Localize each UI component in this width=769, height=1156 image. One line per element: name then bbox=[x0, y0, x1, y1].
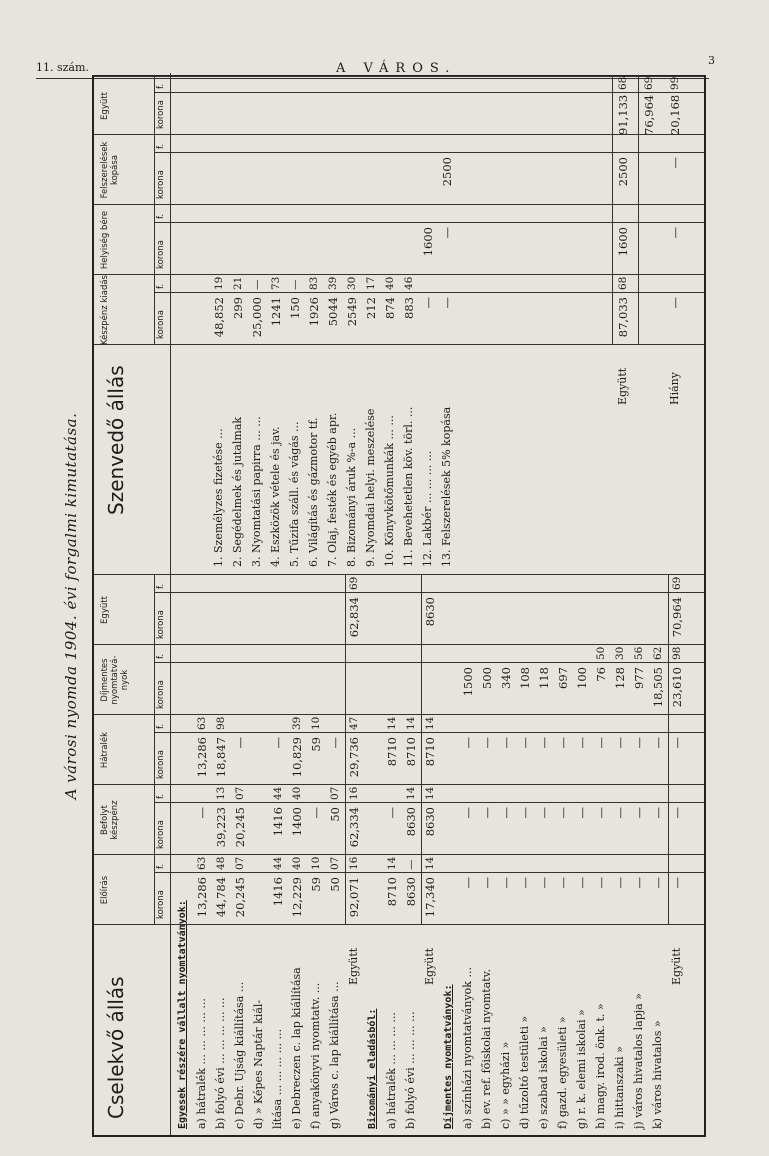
right-column-header: Felszerelések kopása bbox=[100, 141, 120, 199]
hatralek-cell-korona: — bbox=[537, 737, 551, 749]
keszpenz-cell-korona: 1926 bbox=[307, 297, 321, 327]
befolyt-cell-korona: 39,223 bbox=[214, 807, 228, 848]
hatralek-cell-korona: — bbox=[632, 737, 646, 749]
table-row bbox=[343, 73, 361, 1135]
keszpenz-cell-filler: 73 bbox=[270, 276, 282, 290]
egyutt-total-filler: 99 bbox=[669, 76, 681, 90]
egyutt-total-korona: 76,964 bbox=[642, 94, 656, 135]
dijmentes-cell-filler: 56 bbox=[633, 646, 645, 660]
row-label: h) magy. irod. önk. t. » bbox=[594, 1003, 607, 1129]
befolyt-cell-korona: — bbox=[537, 807, 551, 819]
eloiras-cell-korona: 17,340 bbox=[423, 877, 437, 918]
left-unit-korona: korona bbox=[156, 750, 166, 779]
eloiras-cell-korona: — bbox=[480, 877, 494, 889]
hatralek-cell-korona: — bbox=[461, 737, 475, 749]
befolyt-cell-filler: 07 bbox=[234, 786, 246, 800]
row-label: d) » Képes Naptár kiál- bbox=[252, 999, 265, 1129]
hatralek-cell-korona: — bbox=[651, 737, 665, 749]
keszpenz-cell-filler: 30 bbox=[346, 276, 358, 290]
keszpenz-cell-filler: — bbox=[251, 279, 263, 290]
row-label: 6. Világítás és gázmotor tf. bbox=[307, 417, 320, 567]
eloiras-cell-korona: 44,784 bbox=[214, 877, 228, 918]
eloiras-cell-korona: 12,229 bbox=[290, 877, 304, 918]
eloiras-cell-korona: — bbox=[556, 877, 570, 889]
befolyt-cell-filler: 16 bbox=[348, 786, 360, 800]
hatralek-cell-korona: — bbox=[670, 737, 684, 749]
table-row bbox=[324, 73, 342, 1135]
table-row bbox=[535, 73, 553, 1135]
row-label: 11. Bevehetetlen köv. törl. ... bbox=[402, 406, 415, 567]
row-label: 2. Segédelmek és jutalmak bbox=[231, 416, 244, 567]
dijmentes-cell-filler: 98 bbox=[671, 646, 683, 660]
hatralek-cell-korona: — bbox=[499, 737, 513, 749]
helyiseg-total-korona: — bbox=[668, 227, 682, 239]
befolyt-cell-korona: — bbox=[613, 807, 627, 819]
row-label: 7. Olaj, festék és egyéb apr. bbox=[326, 412, 339, 567]
eloiras-cell-korona: — bbox=[632, 877, 646, 889]
eloiras-cell-filler: 44 bbox=[272, 856, 284, 870]
hatralek-cell-korona: 10,829 bbox=[290, 737, 304, 778]
row-label: j) város hivatalos lapja » bbox=[632, 993, 645, 1129]
befolyt-cell-korona: — bbox=[385, 807, 399, 819]
row-label: 10. Könyvkötőmunkák ... ... bbox=[383, 415, 396, 567]
befolyt-cell-korona: — bbox=[309, 807, 323, 819]
right-column-header: Együtt bbox=[100, 92, 110, 120]
befolyt-cell-korona: — bbox=[480, 807, 494, 819]
egyutt-cell-korona: 8630 bbox=[423, 597, 437, 627]
eloiras-cell-filler: 16 bbox=[348, 856, 360, 870]
dijmentes-cell-korona: 1500 bbox=[461, 667, 475, 697]
keszpenz-cell-filler: 21 bbox=[232, 276, 244, 290]
befolyt-cell-korona: — bbox=[594, 807, 608, 819]
eloiras-cell-filler: 48 bbox=[215, 856, 227, 870]
befolyt-cell-korona: — bbox=[499, 807, 513, 819]
eloiras-cell-korona: 8710 bbox=[385, 877, 399, 907]
eloiras-cell-korona: 8630 bbox=[404, 877, 418, 907]
eloiras-cell-korona: 59 bbox=[309, 877, 323, 892]
befolyt-cell-korona: — bbox=[632, 807, 646, 819]
eloiras-cell-korona: — bbox=[651, 877, 665, 889]
hatralek-cell-korona: 8710 bbox=[385, 737, 399, 767]
befolyt-cell-korona: — bbox=[575, 807, 589, 819]
row-label: e) szabad iskolai » bbox=[537, 1026, 550, 1129]
hatralek-cell-filler: 39 bbox=[291, 716, 303, 730]
hatralek-cell-korona: — bbox=[233, 737, 247, 749]
keszpenz-cell-korona: 212 bbox=[364, 297, 378, 319]
row-label: lítása ... ... ... ... ... bbox=[271, 1028, 284, 1129]
eloiras-cell-korona: — bbox=[499, 877, 513, 889]
right-unit-filler: f. bbox=[156, 143, 166, 149]
right-section-title: Szenvedő állás bbox=[104, 365, 128, 515]
befolyt-cell-korona: — bbox=[195, 807, 209, 819]
table-row bbox=[478, 73, 496, 1135]
helyiseg-cell-korona: 1600 bbox=[421, 227, 435, 257]
dijmentes-cell-filler: 50 bbox=[595, 646, 607, 660]
befolyt-cell-filler: 13 bbox=[215, 786, 227, 800]
keszpenz-cell-korona: 874 bbox=[383, 297, 397, 319]
dijmentes-cell-korona: 76 bbox=[594, 667, 608, 682]
page-number: 3 bbox=[708, 54, 715, 67]
hatralek-cell-korona: 8710 bbox=[404, 737, 418, 767]
hatralek-cell-filler: 47 bbox=[348, 716, 360, 730]
dijmentes-cell-korona: 118 bbox=[537, 667, 551, 689]
eloiras-cell-filler: — bbox=[405, 859, 417, 870]
kopas-total-korona: — bbox=[668, 157, 682, 169]
hatralek-cell-filler: 98 bbox=[215, 716, 227, 730]
total-row bbox=[640, 73, 658, 1135]
eloiras-cell-korona: 13,286 bbox=[195, 877, 209, 918]
header-bottom-rule bbox=[170, 73, 171, 1135]
egyutt-cell-korona: 70,964 bbox=[670, 597, 684, 638]
table-row bbox=[438, 73, 456, 1135]
egyutt-total-korona: 20,168 bbox=[668, 94, 682, 135]
table-row bbox=[400, 73, 418, 1135]
eloiras-cell-filler: 40 bbox=[291, 856, 303, 870]
table-row bbox=[248, 73, 266, 1135]
table-row bbox=[497, 73, 515, 1135]
row-label: f) gazd. egyesületi » bbox=[556, 1016, 569, 1129]
newspaper-title: A VÁROS. bbox=[336, 61, 457, 76]
hatralek-cell-korona: — bbox=[575, 737, 589, 749]
group-heading: Díjmentes nyomtatványok: bbox=[443, 984, 454, 1129]
befolyt-cell-korona: 8630 bbox=[404, 807, 418, 837]
row-label: i) hittanszaki » bbox=[613, 1046, 626, 1129]
eloiras-cell-filler: 14 bbox=[424, 856, 436, 870]
row-label: 12. Lakbér ... ... ... ... bbox=[421, 450, 434, 567]
difference-rule bbox=[638, 75, 639, 345]
dijmentes-cell-filler: 30 bbox=[614, 646, 626, 660]
left-unit-filler: f. bbox=[156, 583, 166, 589]
row-label: a) hátralék ... ... ... ... ... bbox=[195, 998, 208, 1129]
left-unit-filler: f. bbox=[156, 793, 166, 799]
row-label: 5. Tűzifa száll. és vágás ... bbox=[288, 421, 301, 567]
dijmentes-cell-korona: 100 bbox=[575, 667, 589, 689]
dijmentes-cell-korona: 128 bbox=[613, 667, 627, 689]
right-column-header: Készpénz kiadás bbox=[100, 275, 110, 345]
table-row bbox=[286, 73, 304, 1135]
dijmentes-cell-korona: 23,610 bbox=[670, 667, 684, 708]
egyutt-total-filler: 68 bbox=[617, 76, 629, 90]
eloiras-cell-filler: 07 bbox=[234, 856, 246, 870]
keszpenz-cell-filler: 17 bbox=[365, 276, 377, 290]
left-unit-korona: korona bbox=[156, 820, 166, 849]
befolyt-cell-filler: 44 bbox=[272, 786, 284, 800]
hatralek-cell-korona: 18,847 bbox=[214, 737, 228, 778]
befolyt-cell-korona: 8630 bbox=[423, 807, 437, 837]
table-row bbox=[419, 73, 437, 1135]
table-row bbox=[267, 73, 285, 1135]
keszpenz-cell-filler: 83 bbox=[308, 276, 320, 290]
hatralek-cell-korona: — bbox=[594, 737, 608, 749]
table-row bbox=[459, 73, 477, 1135]
row-label: Együtt bbox=[347, 947, 360, 985]
keszpenz-cell-filler: 39 bbox=[327, 276, 339, 290]
row-label: 9. Nyomdai helyi. meszelése bbox=[364, 408, 377, 567]
hatralek-cell-korona: — bbox=[271, 737, 285, 749]
keszpenz-cell-korona: 48,852 bbox=[212, 297, 226, 338]
eloiras-cell-korona: — bbox=[518, 877, 532, 889]
befolyt-cell-korona: — bbox=[556, 807, 570, 819]
right-unit-korona: korona bbox=[156, 100, 166, 129]
left-unit-filler: f. bbox=[156, 723, 166, 729]
row-label: a) színházi nyomtatványok ... bbox=[461, 967, 474, 1129]
row-label: a) hátralék ... ... ... ... bbox=[385, 1012, 398, 1129]
egyutt-total-korona: 91,133 bbox=[616, 94, 630, 135]
eloiras-cell-korona: — bbox=[594, 877, 608, 889]
egyutt-cell-filler: 69 bbox=[348, 576, 360, 590]
eloiras-cell-korona: 1416 bbox=[271, 877, 285, 907]
hatralek-cell-korona: — bbox=[518, 737, 532, 749]
befolyt-cell-korona: 1400 bbox=[290, 807, 304, 837]
total-row bbox=[666, 73, 684, 1135]
eloiras-cell-filler: 14 bbox=[386, 856, 398, 870]
keszpenz-cell-korona: — bbox=[421, 297, 435, 309]
table-row bbox=[305, 73, 323, 1135]
befolyt-cell-korona: — bbox=[651, 807, 665, 819]
hatralek-cell-korona: — bbox=[328, 737, 342, 749]
total-label: Együtt bbox=[616, 367, 629, 405]
helyiseg-cell-korona: — bbox=[440, 227, 454, 239]
kopas-cell-korona: 2500 bbox=[440, 157, 454, 187]
dijmentes-cell-korona: 340 bbox=[499, 667, 513, 689]
befolyt-cell-korona: — bbox=[461, 807, 475, 819]
keszpenz-cell-korona: 150 bbox=[288, 297, 302, 319]
right-unit-filler: f. bbox=[156, 283, 166, 289]
left-unit-filler: f. bbox=[156, 653, 166, 659]
hatralek-cell-filler: 10 bbox=[310, 716, 322, 730]
row-label: 4. Eszközök vétele és jav. bbox=[269, 426, 282, 567]
keszpenz-cell-filler: 19 bbox=[213, 276, 225, 290]
eloiras-cell-filler: 63 bbox=[196, 856, 208, 870]
eloiras-cell-korona: — bbox=[461, 877, 475, 889]
eloiras-cell-korona: 92,071 bbox=[347, 877, 361, 918]
table-row bbox=[573, 73, 591, 1135]
table-row bbox=[381, 73, 399, 1135]
row-label: b) folyó évi ... ... ... ... bbox=[404, 1011, 417, 1129]
right-unit-korona: korona bbox=[156, 170, 166, 199]
row-label: c) » » egyházi » bbox=[499, 1041, 512, 1129]
keszpenz-cell-korona: 5044 bbox=[326, 297, 340, 327]
eloiras-cell-korona: — bbox=[670, 877, 684, 889]
left-column-header: Együtt bbox=[100, 596, 110, 624]
keszpenz-total-korona: 87,033 bbox=[616, 297, 630, 338]
egyutt-cell-filler: 69 bbox=[671, 576, 683, 590]
table-row bbox=[229, 73, 247, 1135]
dijmentes-cell-korona: 977 bbox=[632, 667, 646, 689]
egyutt-cell-korona: 62,834 bbox=[347, 597, 361, 638]
row-label: d) tűzoltó testületi » bbox=[518, 1015, 531, 1129]
hatralek-cell-korona: — bbox=[480, 737, 494, 749]
keszpenz-cell-filler: 46 bbox=[403, 276, 415, 290]
dijmentes-cell-korona: 500 bbox=[480, 667, 494, 689]
table-row bbox=[516, 73, 534, 1135]
row-label: Együtt bbox=[423, 947, 436, 985]
befolyt-cell-korona: 20,245 bbox=[233, 807, 247, 848]
keszpenz-cell-korona: 299 bbox=[231, 297, 245, 319]
hatralek-cell-korona: — bbox=[556, 737, 570, 749]
befolyt-cell-filler: 40 bbox=[291, 786, 303, 800]
left-unit-korona: korona bbox=[156, 890, 166, 919]
left-unit-korona: korona bbox=[156, 610, 166, 639]
row-label: g) r. k. elemi iskolai » bbox=[575, 1009, 588, 1129]
eloiras-cell-korona: — bbox=[537, 877, 551, 889]
table-title: A városi nyomda 1904. évi forgalmi kimutatása. bbox=[62, 412, 80, 800]
befolyt-cell-korona: — bbox=[670, 807, 684, 819]
left-unit-filler: f. bbox=[156, 863, 166, 869]
befolyt-cell-filler: 14 bbox=[424, 786, 436, 800]
eloiras-cell-korona: — bbox=[575, 877, 589, 889]
left-column-header: Hátralék bbox=[100, 731, 110, 769]
left-unit-korona: korona bbox=[156, 680, 166, 709]
hatralek-cell-korona: 13,286 bbox=[195, 737, 209, 778]
row-label: 3. Nyomtatási papirra ... ... bbox=[250, 416, 263, 567]
row-label: 1. Személyzes fizetése ... bbox=[212, 428, 225, 567]
right-unit-korona: korona bbox=[156, 240, 166, 269]
befolyt-cell-korona: 62,334 bbox=[347, 807, 361, 848]
keszpenz-cell-korona: — bbox=[440, 297, 454, 309]
row-label: f) anyakönyvi nyomtatv. ... bbox=[309, 982, 322, 1129]
right-unit-korona: korona bbox=[156, 310, 166, 339]
group-heading: Bizományi eladásból: bbox=[367, 1008, 378, 1129]
hatralek-cell-korona: 8710 bbox=[423, 737, 437, 767]
row-label: g) Város c. lap kiállítása ... bbox=[328, 981, 341, 1129]
dijmentes-cell-korona: 18,505 bbox=[651, 667, 665, 708]
keszpenz-cell-korona: 1241 bbox=[269, 297, 283, 327]
hatralek-cell-filler: 14 bbox=[405, 716, 417, 730]
left-column-header: Előírás bbox=[100, 875, 110, 905]
table-row bbox=[193, 73, 211, 1135]
egyutt-total-filler: 69 bbox=[643, 76, 655, 90]
dijmentes-cell-korona: 108 bbox=[518, 667, 532, 689]
keszpenz-cell-filler: 40 bbox=[384, 276, 396, 290]
right-column-header: Helyiség bére bbox=[100, 210, 110, 270]
header-rule bbox=[154, 75, 155, 345]
total-label: Hiány bbox=[668, 372, 681, 405]
table-row bbox=[592, 73, 610, 1135]
hatralek-cell-korona: — bbox=[613, 737, 627, 749]
eloiras-cell-filler: 07 bbox=[329, 856, 341, 870]
eloiras-cell-filler: 10 bbox=[310, 856, 322, 870]
left-column-header: Díjmentes nyomtatvá- nyok bbox=[100, 655, 130, 705]
befolyt-cell-filler: 14 bbox=[405, 786, 417, 800]
kopas-total-korona: 2500 bbox=[616, 157, 630, 187]
turnover-table bbox=[92, 75, 706, 1137]
eloiras-cell-korona: — bbox=[613, 877, 627, 889]
left-column-header: Befolyt készpénz bbox=[100, 800, 120, 840]
eloiras-cell-korona: 50 bbox=[328, 877, 342, 892]
hatralek-cell-korona: 29,736 bbox=[347, 737, 361, 778]
keszpenz-total-korona: — bbox=[668, 297, 682, 309]
row-label: b) ev. ref. főiskolai nyomtatv. bbox=[480, 968, 493, 1129]
row-label: b) folyó évi ... ... ... ... ... bbox=[214, 997, 227, 1129]
keszpenz-total-filler: 68 bbox=[617, 276, 629, 290]
table-row bbox=[362, 73, 380, 1135]
total-rule bbox=[612, 75, 613, 345]
row-label: Együtt bbox=[670, 947, 683, 985]
hatralek-cell-filler: 14 bbox=[386, 716, 398, 730]
table-row bbox=[554, 73, 572, 1135]
befolyt-cell-korona: — bbox=[518, 807, 532, 819]
row-label: 8. Bizományi áruk %-a ... bbox=[345, 427, 358, 567]
keszpenz-cell-korona: 883 bbox=[402, 297, 416, 319]
total-row bbox=[614, 73, 632, 1135]
dijmentes-cell-filler: 62 bbox=[652, 646, 664, 660]
left-section-title: Cselekvő állás bbox=[104, 976, 128, 1119]
rotated-table-page bbox=[60, 75, 708, 1137]
dijmentes-cell-korona: 697 bbox=[556, 667, 570, 689]
helyiseg-total-korona: 1600 bbox=[616, 227, 630, 257]
row-label: e) Debreczen c. lap kiállítása bbox=[290, 967, 303, 1129]
table-row bbox=[174, 73, 192, 1135]
issue-number: 11. szám. bbox=[36, 61, 89, 74]
keszpenz-cell-filler: — bbox=[289, 279, 301, 290]
hatralek-cell-filler: 14 bbox=[424, 716, 436, 730]
row-label: 13. Felszerelések 5% kopása bbox=[440, 406, 453, 567]
keszpenz-cell-korona: 25,000 bbox=[250, 297, 264, 338]
group-heading: Egyesek részére vállalt nyomtatványok: bbox=[177, 900, 188, 1129]
befolyt-cell-filler: 07 bbox=[329, 786, 341, 800]
befolyt-cell-korona: 50 bbox=[328, 807, 342, 822]
keszpenz-cell-korona: 2549 bbox=[345, 297, 359, 327]
right-unit-filler: f. bbox=[156, 213, 166, 219]
right-unit-filler: f. bbox=[156, 83, 166, 89]
row-label: c) Debr. Ujság kiállítása ... bbox=[233, 981, 246, 1129]
befolyt-cell-korona: 1416 bbox=[271, 807, 285, 837]
hatralek-cell-korona: 59 bbox=[309, 737, 323, 752]
row-label: k) város hivatalos » bbox=[651, 1020, 664, 1129]
table-row bbox=[210, 73, 228, 1135]
eloiras-cell-korona: 20,245 bbox=[233, 877, 247, 918]
hatralek-cell-filler: 63 bbox=[196, 716, 208, 730]
